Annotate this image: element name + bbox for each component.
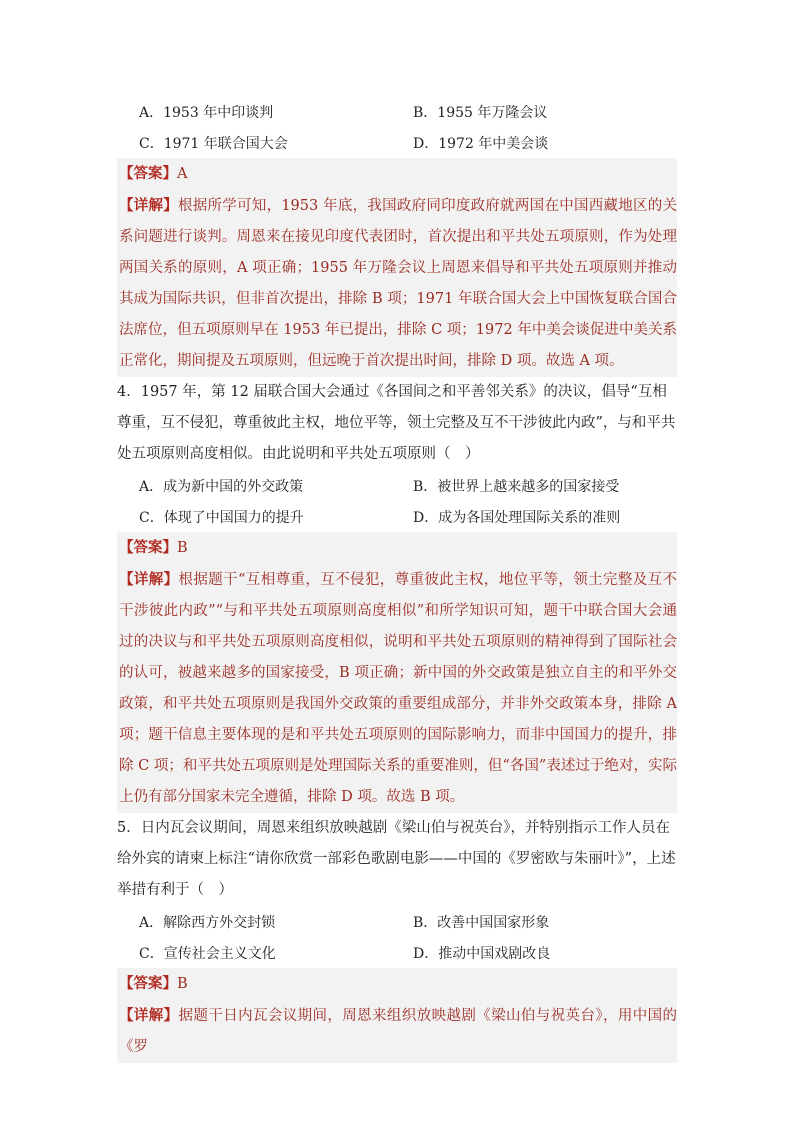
q5-answer-value: B (177, 976, 188, 992)
q5-option-d: D．推动中国戏剧改良 (413, 945, 551, 962)
q5-detail-text: 据题干日内瓦会议期间，周恩来组织放映越剧《梁山伯与祝英台》，用中国的《罗 (119, 1008, 678, 1055)
q4-answer (117, 532, 677, 564)
q3-option-a: A．1953 年中印谈判 (139, 104, 274, 121)
q4-answer-tag: 【答案】 (119, 539, 177, 556)
q5-option-c: C．宣传社会主义文化 (139, 945, 276, 962)
q4-option-row-2 (117, 501, 677, 532)
q5-option-row-1 (117, 906, 677, 937)
q4-option-d: D．成为各国处理国际关系的准则 (413, 509, 621, 526)
q3-answer (117, 158, 677, 190)
q5-option-row-2 (117, 937, 677, 968)
q4-option-b: B．被世界上越来越多的国家接受 (413, 478, 620, 495)
q3-detail (117, 190, 677, 377)
q3-answer-tag: 【答案】 (119, 165, 177, 182)
q5-detail-tag: 【详解】 (119, 1007, 179, 1024)
q4-stem: 4．1957 年，第 12 届联合国大会通过《各国间之和平善邻关系》的决议，倡导“互相尊重，互不侵犯，尊重彼此主权，地位平等，领土完整及互不干涉彼此内政”，与和平共处五项原则高度相似。由此说明和平共处五项原则（ ） (117, 384, 676, 462)
q3-answer-value: A (177, 166, 188, 182)
q5-answer (117, 968, 677, 1000)
q4-answer-value: B (177, 540, 188, 556)
q3-option-d: D．1972 年中美会谈 (413, 135, 549, 152)
q4-detail (117, 564, 677, 813)
q3-option-row-1 (117, 96, 677, 127)
q4-answer-block (117, 532, 677, 813)
q3-option-b: B．1955 年万隆会议 (413, 104, 548, 121)
q5-answer-block (117, 968, 677, 1063)
q4-detail-tag: 【详解】 (119, 571, 179, 588)
q3-option-c: C．1971 年联合国大会 (139, 135, 288, 152)
q3-option-row-2 (117, 127, 677, 158)
q4-option-c: C．体现了中国国力的提升 (139, 509, 304, 526)
q5-answer-tag: 【答案】 (119, 975, 177, 992)
q5-detail (117, 1000, 677, 1063)
q4-option-a: A．成为新中国的外交政策 (139, 478, 304, 495)
q3-detail-tag: 【详解】 (119, 197, 179, 214)
document-page (117, 96, 677, 1063)
q3-detail-text: 根据所学可知，1953 年底，我国政府同印度政府就两国在中国西藏地区的关系问题进行谈判。周恩来在接见印度代表团时，首次提出和平共处五项原则，作为处理两国关系的原则，A 项正确；1955 年万隆会议上周恩来倡导和平共处五项原则并推动其成为国际共识，但非首次提出，排除 B 项；1971 年联合国大会上中国恢复联合国合法席位，但五项原则早在 1953 年已提出，排除 C 项；1972 年中美会谈促进中美关系正常化，期间提及五项原则，但远晚于首次提出时间，排除 D 项。故选 A 项。 (119, 198, 677, 369)
q4-detail-text: 根据题干“互相尊重，互不侵犯，尊重彼此主权，地位平等，领土完整及互不干涉彼此内政”“与和平共处五项原则高度相似”和所学知识可知，题干中联合国大会通过的决议与和平共处五项原则高度相似，说明和平共处五项原则的精神得到了国际社会的认可，被越来越多的国家接受，B 项正确；新中国的外交政策是独立自主的和平外交政策，和平共处五项原则是我国外交政策的重要组成部分，并非外交政策本身，排除 A 项；题干信息主要体现的是和平共处五项原则的国际影响力，而非中国国力的提升，排除 C 项；和平共处五项原则是处理国际关系的重要准则，但“各国”表述过于绝对，实际上仍有部分国家未完全遵循，排除 D 项。故选 B 项。 (119, 572, 677, 805)
q3-answer-block (117, 158, 677, 377)
q5-option-b: B．改善中国国家形象 (413, 914, 550, 931)
q5-stem: 5．日内瓦会议期间，周恩来组织放映越剧《梁山伯与祝英台》，并特别指示工作人员在给外宾的请柬上标注“请你欣赏一部彩色歌剧电影——中国的《罗密欧与朱丽叶》”，上述举措有利于（ ） (117, 820, 676, 898)
q4-option-row-1 (117, 470, 677, 501)
q5-option-a: A．解除西方外交封锁 (139, 914, 276, 931)
